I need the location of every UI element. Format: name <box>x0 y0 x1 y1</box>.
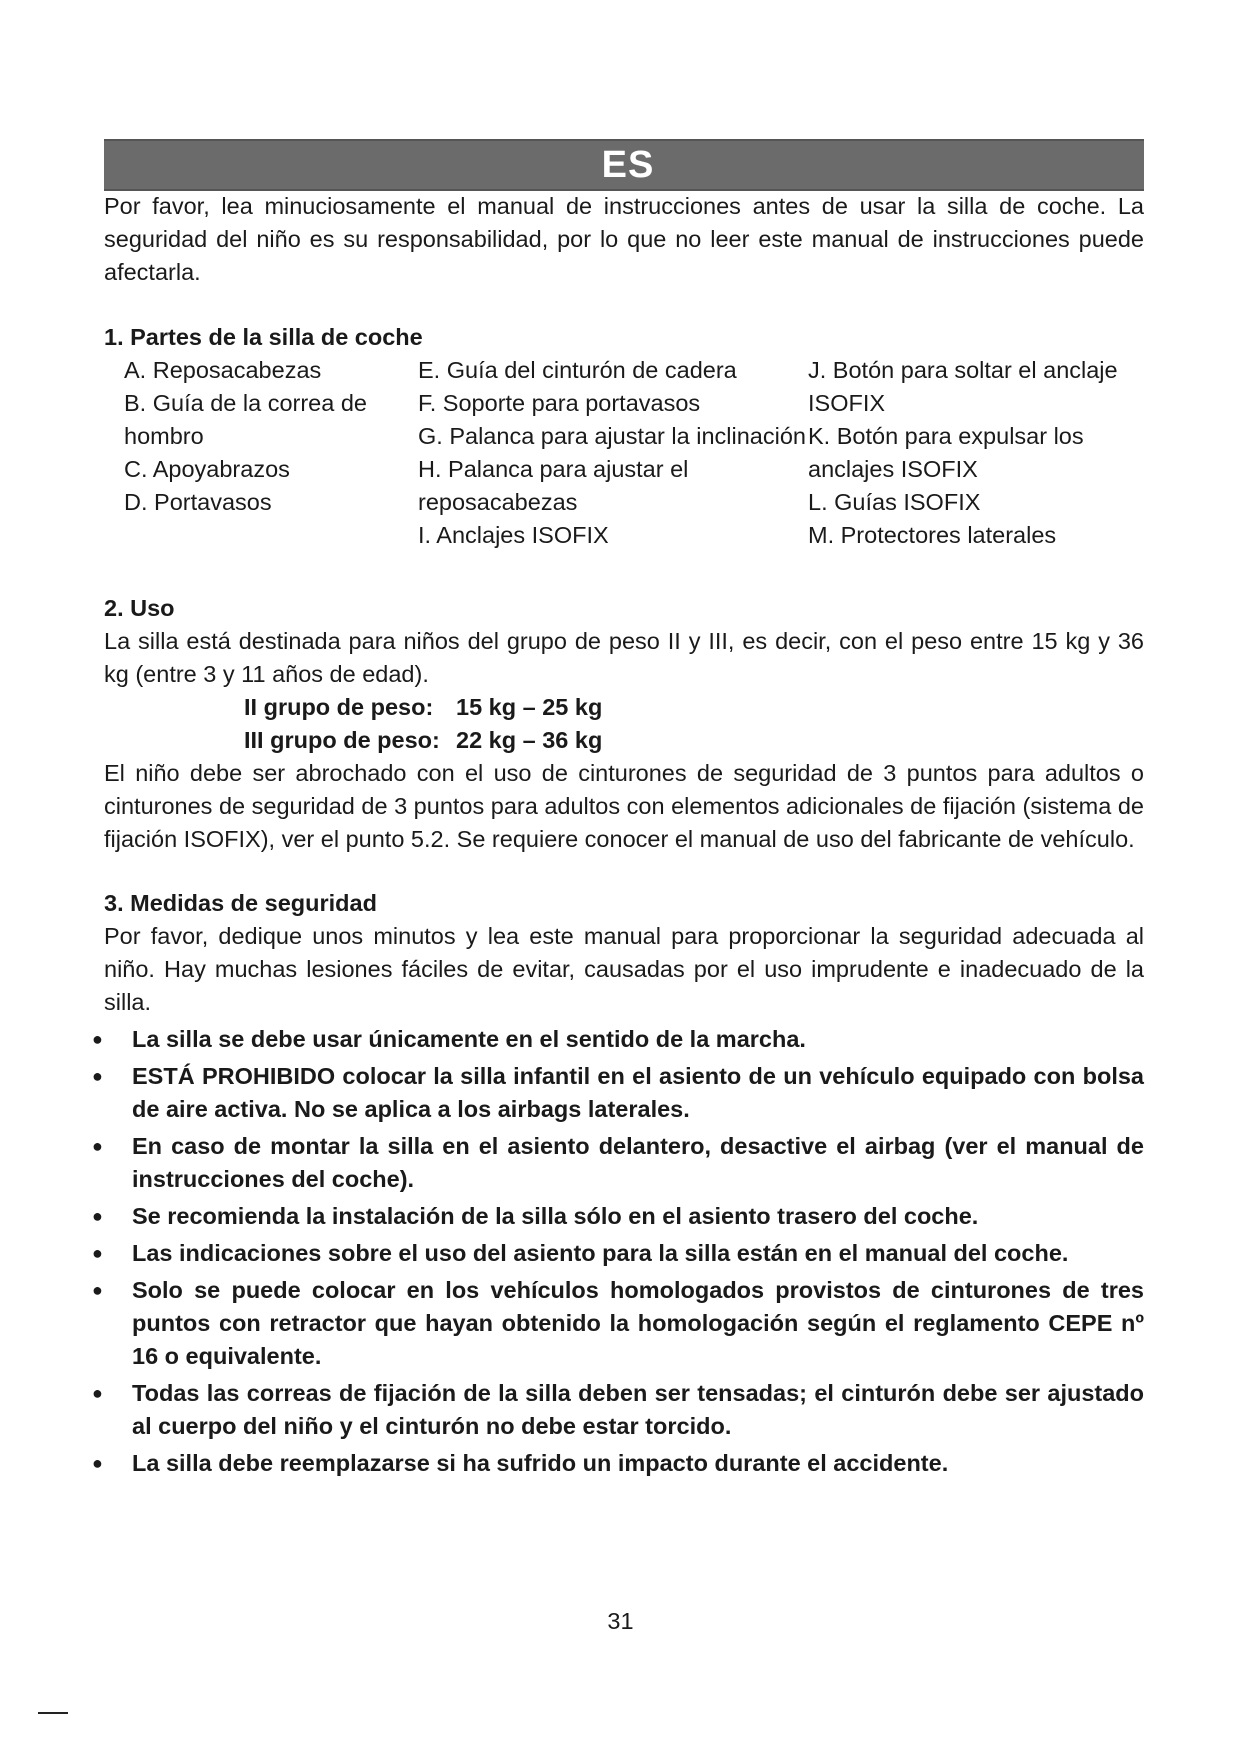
part-item: B. Guía de la correa de hombro <box>124 390 367 449</box>
bullet-text: Las indicaciones sobre el uso del asiento para la silla están en el manual del coche. <box>132 1240 1069 1266</box>
page-number: 31 <box>607 1608 634 1634</box>
list-item <box>92 1447 1144 1480</box>
bullet-text: En caso de montar la silla en el asiento delantero, desactive el airbag (ver el manual de instrucciones del coche). <box>132 1133 1144 1192</box>
weight-group-label: II grupo de peso: <box>244 694 434 720</box>
safety-bullet-list <box>92 1023 1144 1480</box>
weight-groups <box>104 691 1144 757</box>
list-item <box>92 1060 1144 1126</box>
bullet-text: Se recomienda la instalación de la silla sólo en el asiento trasero del coche. <box>132 1203 979 1229</box>
bullet-icon: ● <box>92 1383 103 1403</box>
section-1-title: 1. Partes de la silla de coche <box>104 324 423 350</box>
list-item <box>92 1130 1144 1196</box>
weight-group-range: 15 kg – 25 kg <box>456 694 603 720</box>
part-item: G. Palanca para ajustar la inclinación <box>418 423 806 449</box>
part-item: J. Botón para soltar el anclaje ISOFIX <box>808 357 1118 416</box>
bullet-text: La silla debe reemplazarse si ha sufrido un impacto durante el accidente. <box>132 1450 949 1476</box>
part-item: D. Portavasos <box>124 489 272 515</box>
safety-intro-paragraph: Por favor, dedique unos minutos y lea este manual para proporcionar la seguridad adecuada al niño. Hay muchas lesiones fáciles de evitar, causadas por el uso imprudente e inadecuado de la silla. <box>104 923 1144 1015</box>
list-item <box>92 1023 1144 1056</box>
weight-group-row <box>244 724 1144 757</box>
part-item: I. Anclajes ISOFIX <box>418 522 609 548</box>
part-item: C. Apoyabrazos <box>124 456 290 482</box>
bullet-icon: ● <box>92 1243 103 1263</box>
weight-group-label: III grupo de peso: <box>244 727 440 753</box>
list-item <box>92 1377 1144 1443</box>
parts-column-2 <box>418 354 808 552</box>
bullet-text: ESTÁ PROHIBIDO colocar la silla infantil en el asiento de un vehículo equipado con bolsa de aire activa. No se aplica a los airbags laterales. <box>132 1063 1144 1122</box>
language-code: ES <box>601 144 655 186</box>
page-content <box>92 190 1144 1480</box>
section-2-title: 2. Uso <box>104 595 175 621</box>
language-header-bar <box>104 139 1144 191</box>
list-item <box>92 1274 1144 1373</box>
bullet-icon: ● <box>92 1066 103 1086</box>
bullet-text: Todas las correas de fijación de la silla deben ser tensadas; el cinturón debe ser ajustado al cuerpo del niño y el cinturón no debe estar torcido. <box>132 1380 1144 1439</box>
intro-paragraph: Por favor, lea minuciosamente el manual de instrucciones antes de usar la silla de coche. La seguridad del niño es su responsabilidad, por lo que no leer este manual de instrucciones puede afectarla. <box>104 193 1144 285</box>
weight-group-row <box>244 691 1144 724</box>
weight-group-range: 22 kg – 36 kg <box>456 727 603 753</box>
parts-list <box>104 354 1144 552</box>
usage-paragraph: La silla está destinada para niños del grupo de peso II y III, es decir, con el peso entre 15 kg y 36 kg (entre 3 y 11 años de edad). <box>104 628 1144 687</box>
bullet-icon: ● <box>92 1136 103 1156</box>
parts-column-3 <box>808 354 1138 552</box>
bullet-icon: ● <box>92 1029 103 1049</box>
bullet-text: Solo se puede colocar en los vehículos homologados provistos de cinturones de tres puntos con retractor que hayan obtenido la homologación según el reglamento CEPE nº 16 o equivalente. <box>132 1277 1144 1369</box>
bullet-icon: ● <box>92 1453 103 1473</box>
part-item: E. Guía del cinturón de cadera <box>418 357 737 383</box>
bullet-icon: ● <box>92 1280 103 1300</box>
bullet-text: La silla se debe usar únicamente en el sentido de la marcha. <box>132 1026 806 1052</box>
part-item: A. Reposacabezas <box>124 357 322 383</box>
part-item: K. Botón para expulsar los anclajes ISOFIX <box>808 423 1084 482</box>
part-item: H. Palanca para ajustar el reposacabezas <box>418 456 689 515</box>
fastening-paragraph: El niño debe ser abrochado con el uso de cinturones de seguridad de 3 puntos para adultos o cinturones de seguridad de 3 puntos para adultos con elementos adicionales de fijación (sistema de fijación ISOFIX), ver el punto 5.2. Se requiere conocer el manual de uso del fabricante de vehículo. <box>104 760 1144 852</box>
list-item <box>92 1237 1144 1270</box>
part-item: F. Soporte para portavasos <box>418 390 701 416</box>
part-item: M. Protectores laterales <box>808 522 1057 548</box>
corner-mark <box>38 1712 68 1714</box>
parts-column-1 <box>124 354 418 552</box>
section-3-title: 3. Medidas de seguridad <box>104 890 377 916</box>
part-item: L. Guías ISOFIX <box>808 489 981 515</box>
bullet-icon: ● <box>92 1206 103 1226</box>
list-item <box>92 1200 1144 1233</box>
